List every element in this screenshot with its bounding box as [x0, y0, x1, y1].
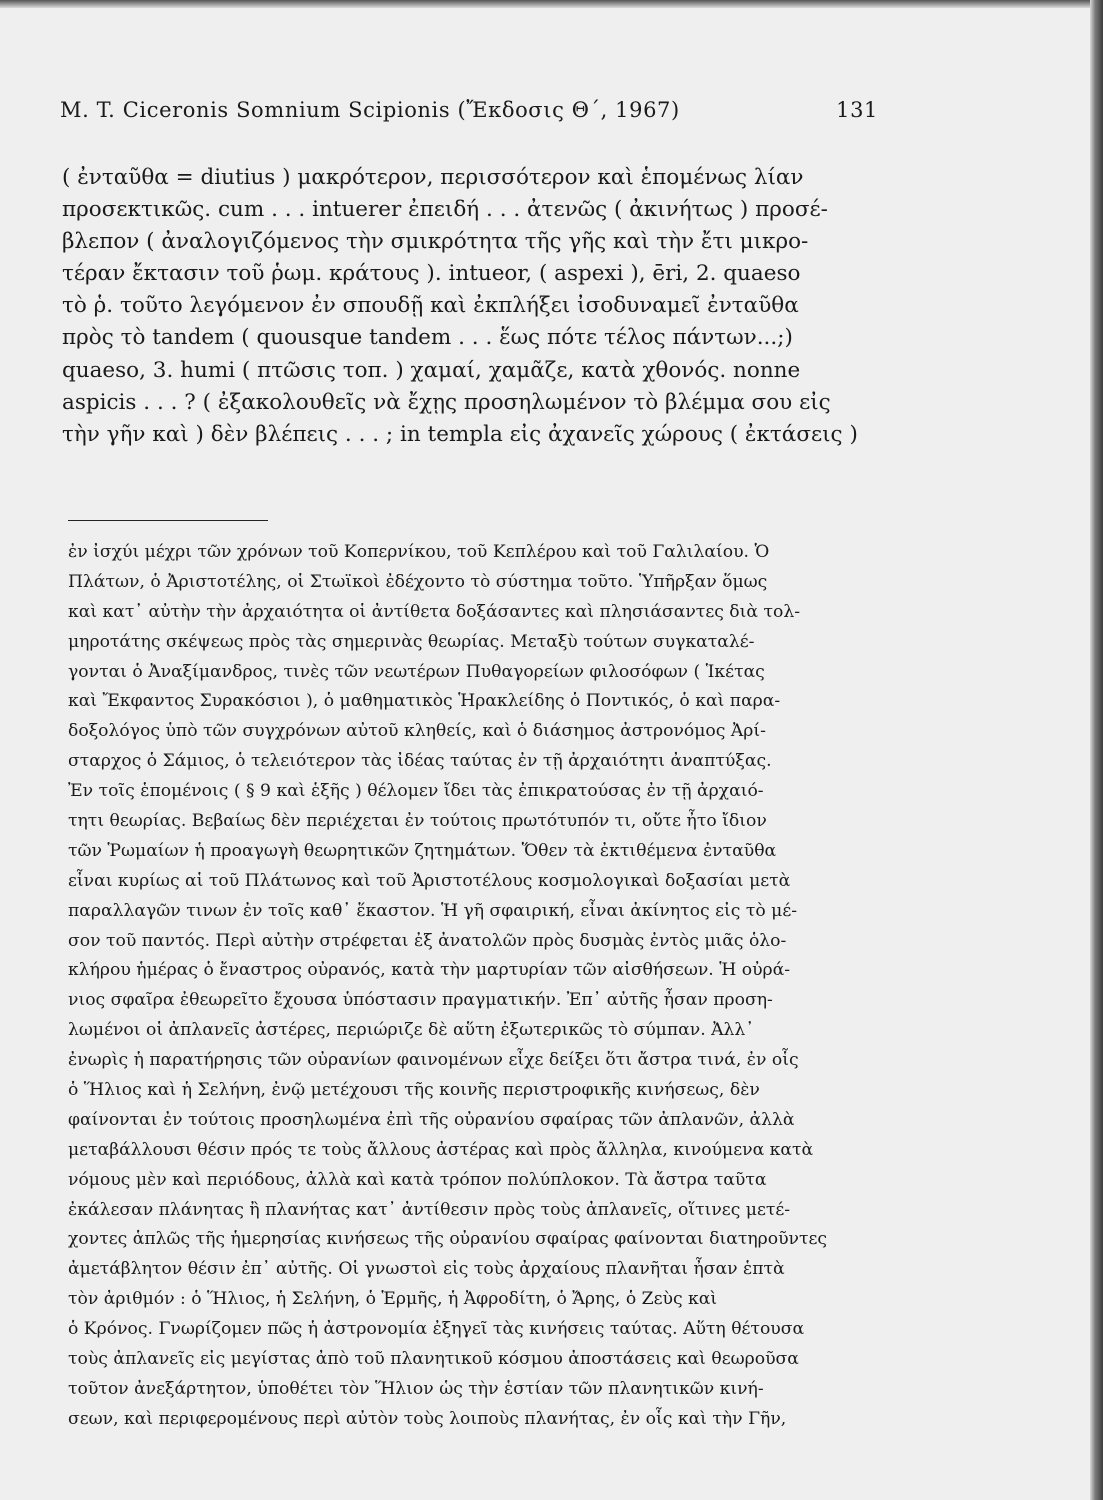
main-line: προσεκτικῶς. cum . . . intuerer ἐπειδή . . . ἀτενῶς ( ἀκινήτως ) προσέ-	[62, 197, 828, 223]
footnote-line: ἐνωρὶς ἡ παρατήρησις τῶν οὐρανίων φαινομένων εἶχε δείξει ὅτι ἄστρα τινά, ἐν οἷς	[68, 1050, 799, 1071]
main-line: πρὸς τὸ tandem ( quousque tandem . . . ἕως πότε τέλος πάντων...;)	[62, 325, 793, 351]
footnote-line: τητι θεωρίας. Βεβαίως δὲν περιέχεται ἐν τούτοις πρωτότυπόν τι, οὔτε ἦτο ἴδιον	[68, 811, 767, 832]
footnote-line: ὁ Κρόνος. Γνωρίζομεν πῶς ἡ ἀστρονομία ἐξηγεῖ τὰς κινήσεις ταύτας. Αὕτη θέτουσα	[68, 1319, 805, 1340]
footnote-line: τὸν ἀριθμόν : ὁ Ἥλιος, ἡ Σελήνη, ὁ Ἑρμῆς, ἡ Ἀφροδίτη, ὁ Ἄρης, ὁ Ζεὺς καὶ	[68, 1289, 718, 1310]
footnote-line: μεταβάλλουσι θέσιν πρός τε τοὺς ἄλλους ἀστέρας καὶ πρὸς ἄλληλα, κινούμενα κατὰ	[68, 1139, 814, 1160]
footnote-line: Ἐν τοῖς ἑπομένοις ( § 9 καὶ ἑξῆς ) θέλομεν ἴδει τὰς ἐπικρατούσας ἐν τῇ ἀρχαιό-	[68, 781, 764, 802]
footnote-line: ἐκάλεσαν πλάνητας ἢ πλανήτας κατ᾽ ἀντίθεσιν πρὸς τοὺς ἀπλανεῖς, οἵτινες μετέ-	[68, 1199, 791, 1220]
footnote-line: κλήρου ἡμέρας ὁ ἔναστρος οὐρανός, κατὰ τὴν μαρτυρίαν τῶν αἰσθήσεων. Ἡ οὐρά-	[68, 960, 791, 981]
footnote-text	[68, 538, 892, 1435]
main-line: ( ἐνταῦθα = diutius ) μακρότερον, περισσότερον καὶ ἑπομένως λίαν	[62, 165, 804, 190]
footnote-line: σταρχος ὁ Σάμιος, ὁ τελειότερον τὰς ἰδέας ταύτας ἐν τῇ ἀρχαιότητι ἀναπτύξας.	[68, 751, 772, 772]
footnote-line: καὶ Ἔκφαντος Συρακόσιοι ), ὁ μαθηματικὸς Ἡρακλείδης ὁ Ποντικός, ὁ καὶ παρα-	[68, 691, 781, 712]
footnote-line: νιος σφαῖρα ἐθεωρεῖτο ἔχουσα ὑπόστασιν πραγματικήν. Ἐπ᾽ αὐτῆς ἦσαν προση-	[68, 990, 773, 1011]
main-line: βλεπον ( ἀναλογιζόμενος τὴν σμικρότητα τῆς γῆς καὶ τὴν ἔτι μικρο-	[62, 229, 809, 255]
main-line: quaeso, 3. humi ( πτῶσις τοπ. ) χαμαί, χαμᾶζε, κατὰ χθονός. nonne	[62, 357, 801, 383]
main-text	[62, 162, 880, 451]
main-line: τὸ ῥ. τοῦτο λεγόμενον ἐν σπουδῇ καὶ ἐκπλήξει ἰσοδυναμεῖ ἐνταῦθα	[62, 293, 799, 319]
footnote-line: σεων, καὶ περιφερομένους περὶ αὐτὸν τοὺς λοιποὺς πλανήτας, ἐν οἷς καὶ τὴν Γῆν,	[68, 1408, 787, 1429]
footnote-line: τῶν Ῥωμαίων ἡ προαγωγὴ θεωρητικῶν ζητημάτων. Ὅθεν τὰ ἐκτιθέμενα ἐνταῦθα	[68, 840, 777, 861]
footnote-line: Πλάτων, ὁ Ἀριστοτέλης, οἱ Στωϊκοὶ ἐδέχοντο τὸ σύστημα τοῦτο. Ὑπῆρξαν ὅμως	[68, 571, 768, 592]
footnote-separator	[68, 520, 268, 521]
footnote-line: χοντες ἁπλῶς τῆς ἡμερησίας κινήσεως τῆς οὐρανίου σφαίρας φαίνονται διατηροῦντες	[68, 1229, 828, 1250]
footnote-line: δοξολόγος ὑπὸ τῶν συγχρόνων αὐτοῦ κληθείς, καὶ ὁ διάσημος ἀστρονόμος Ἀρί-	[68, 721, 766, 742]
footnote-line: σον τοῦ παντός. Περὶ αὐτὴν στρέφεται ἐξ ἀνατολῶν πρὸς δυσμὰς ἐντὸς μιᾶς ὁλο-	[68, 930, 787, 951]
footnote-line: γονται ὁ Ἀναξίμανδρος, τινὲς τῶν νεωτέρων Πυθαγορείων φιλοσόφων ( Ἱκέτας	[68, 661, 765, 682]
footnote-line: ὁ Ἥλιος καὶ ἡ Σελήνη, ἐνῷ μετέχουσι τῆς κοινῆς περιστροφικῆς κινήσεως, δὲν	[68, 1080, 760, 1101]
footnote-line: νόμους μὲν καὶ περιόδους, ἀλλὰ καὶ κατὰ τρόπον πολύπλοκον. Τὰ ἄστρα ταῦτα	[68, 1169, 767, 1190]
footnote-line: εἶναι κυρίως αἱ τοῦ Πλάτωνος καὶ τοῦ Ἀριστοτέλους κοσμολογικαὶ δοξασίαι μετὰ	[68, 870, 791, 891]
footnote-line: μηροτάτης σκέψεως πρὸς τὰς σημερινὰς θεωρίας. Μεταξὺ τούτων συγκαταλέ-	[68, 631, 755, 652]
footnote-line: ἀμετάβλητον θέσιν ἐπ᾽ αὐτῆς. Οἱ γνωστοὶ εἰς τοὺς ἀρχαίους πλανῆται ἦσαν ἑπτὰ	[68, 1259, 785, 1280]
main-line: τέραν ἔκτασιν τοῦ ῥωμ. κράτους ). intueor, ( aspexi ), ēri, 2. quaeso	[62, 261, 801, 287]
scan-top-shadow	[0, 0, 1090, 8]
footnote-line: καὶ κατ᾽ αὐτὴν τὴν ἀρχαιότητα οἱ ἀντίθετα δοξάσαντες καὶ πλησιάσαντες διὰ τολ-	[68, 601, 801, 622]
page-edge-shadow	[1090, 0, 1103, 1500]
main-line: τὴν γῆν καὶ ) δὲν βλέπεις . . . ; in templa εἰς ἀχανεῖς χώρους ( ἐκτάσεις )	[62, 421, 858, 447]
header-title: M. T. Ciceronis Somnium Scipionis (Ἔκδοσις Θ΄, 1967)	[60, 98, 680, 122]
running-header	[60, 96, 878, 132]
footnote-line: λωμένοι οἱ ἀπλανεῖς ἀστέρες, περιώριζε δὲ αὕτη ἐξωτερικῶς τὸ σύμπαν. Ἀλλ᾽	[68, 1020, 754, 1041]
footnote-line: τοὺς ἀπλανεῖς εἰς μεγίστας ἀπὸ τοῦ πλανητικοῦ κόσμου ἀποστάσεις καὶ θεωροῦσα	[68, 1349, 799, 1370]
footnote-line: φαίνονται ἐν τούτοις προσηλωμένα ἐπὶ τῆς οὐρανίου σφαίρας τῶν ἀπλανῶν, ἀλλὰ	[68, 1109, 795, 1130]
page-number: 131	[836, 98, 878, 122]
footnote-line: παραλλαγῶν τινων ἐν τοῖς καθ᾽ ἕκαστον. Ἡ γῆ σφαιρική, εἶναι ἀκίνητος εἰς τὸ μέ-	[68, 900, 798, 921]
main-line: aspicis . . . ? ( ἐξακολουθεῖς νὰ ἔχῃς προσηλωμένον τὸ βλέμμα σου εἰς	[62, 389, 831, 415]
footnote-line: τοῦτον ἀνεξάρτητον, ὑποθέτει τὸν Ἥλιον ὡς τὴν ἑστίαν τῶν πλανητικῶν κινή-	[68, 1378, 764, 1399]
footnote-line: ἐν ἰσχύι μέχρι τῶν χρόνων τοῦ Κοπερνίκου, τοῦ Κεπλέρου καὶ τοῦ Γαλιλαίου. Ὁ	[68, 542, 770, 562]
